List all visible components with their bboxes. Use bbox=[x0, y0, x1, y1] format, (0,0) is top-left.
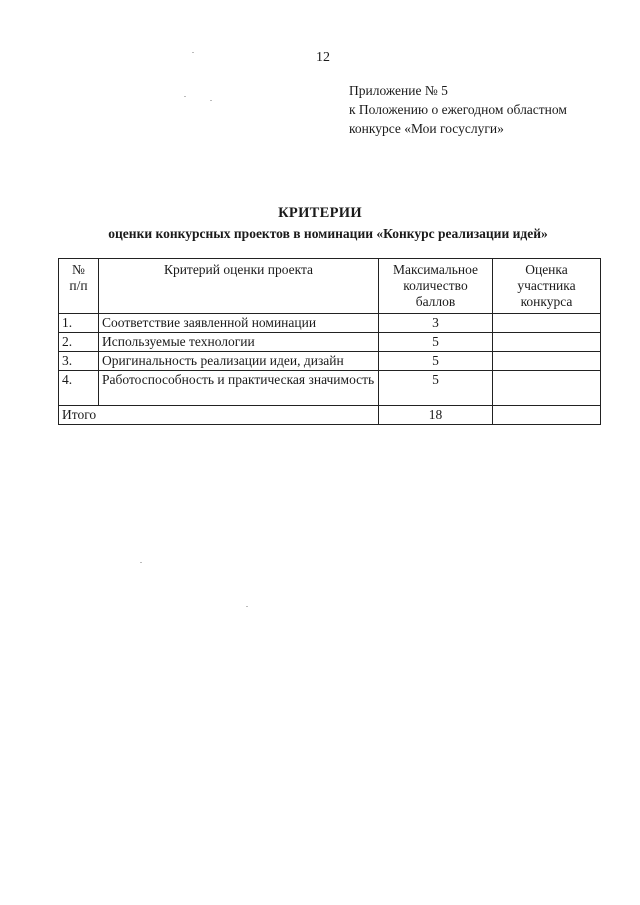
row-number: 1. bbox=[59, 314, 99, 333]
header-number-line-1: № bbox=[72, 262, 85, 277]
header-score-line-1: Оценка bbox=[525, 262, 568, 277]
header-max-line-2: количество bbox=[403, 278, 468, 293]
row-criterion: Работоспособность и практическая значимость bbox=[99, 371, 379, 406]
scan-speck bbox=[192, 52, 194, 53]
header-max-line-1: Максимальное bbox=[392, 262, 479, 277]
row-participant-score bbox=[493, 352, 601, 371]
appendix-line-2: к Положению о ежегодном областном bbox=[349, 102, 567, 117]
table-row bbox=[59, 333, 601, 352]
total-max-score: 18 bbox=[379, 406, 493, 425]
header-max-line-3: баллов bbox=[415, 294, 456, 309]
row-max-score: 5 bbox=[379, 352, 493, 371]
scan-speck bbox=[140, 562, 142, 563]
total-participant-score bbox=[493, 406, 601, 425]
appendix-line-1: Приложение № 5 bbox=[349, 83, 448, 98]
scan-speck bbox=[246, 606, 248, 607]
table-total-row bbox=[59, 406, 601, 425]
criteria-table bbox=[58, 258, 601, 425]
document-subtitle: оценки конкурсных проектов в номинации «Конкурс реализации идей» bbox=[108, 226, 548, 241]
header-score-line-2: участника bbox=[517, 278, 576, 293]
header-participant-score bbox=[493, 259, 601, 314]
row-participant-score bbox=[493, 333, 601, 352]
appendix-block bbox=[349, 81, 567, 138]
page-number: 12 bbox=[316, 50, 330, 65]
appendix-line-3: конкурсе «Мои госуслуги» bbox=[349, 121, 504, 136]
row-max-score: 5 bbox=[379, 333, 493, 352]
row-criterion: Соответствие заявленной номинации bbox=[99, 314, 379, 333]
table-row bbox=[59, 371, 601, 406]
row-max-score: 5 bbox=[379, 371, 493, 406]
header-criterion: Критерий оценки проекта bbox=[99, 259, 379, 314]
row-number: 2. bbox=[59, 333, 99, 352]
total-label: Итого bbox=[59, 406, 379, 425]
scan-speck bbox=[184, 96, 186, 97]
row-criterion: Используемые технологии bbox=[99, 333, 379, 352]
table-row bbox=[59, 352, 601, 371]
row-criterion: Оригинальность реализации идеи, дизайн bbox=[99, 352, 379, 371]
row-number: 3. bbox=[59, 352, 99, 371]
row-number: 4. bbox=[59, 371, 99, 406]
header-number-line-2: п/п bbox=[69, 278, 88, 293]
table-header-row bbox=[59, 259, 601, 314]
header-number bbox=[59, 259, 99, 314]
row-participant-score bbox=[493, 371, 601, 406]
scan-speck bbox=[210, 100, 212, 101]
document-title: КРИТЕРИИ bbox=[278, 205, 362, 221]
header-max-score bbox=[379, 259, 493, 314]
row-participant-score bbox=[493, 314, 601, 333]
header-score-line-3: конкурса bbox=[520, 294, 573, 309]
table-row bbox=[59, 314, 601, 333]
row-max-score: 3 bbox=[379, 314, 493, 333]
